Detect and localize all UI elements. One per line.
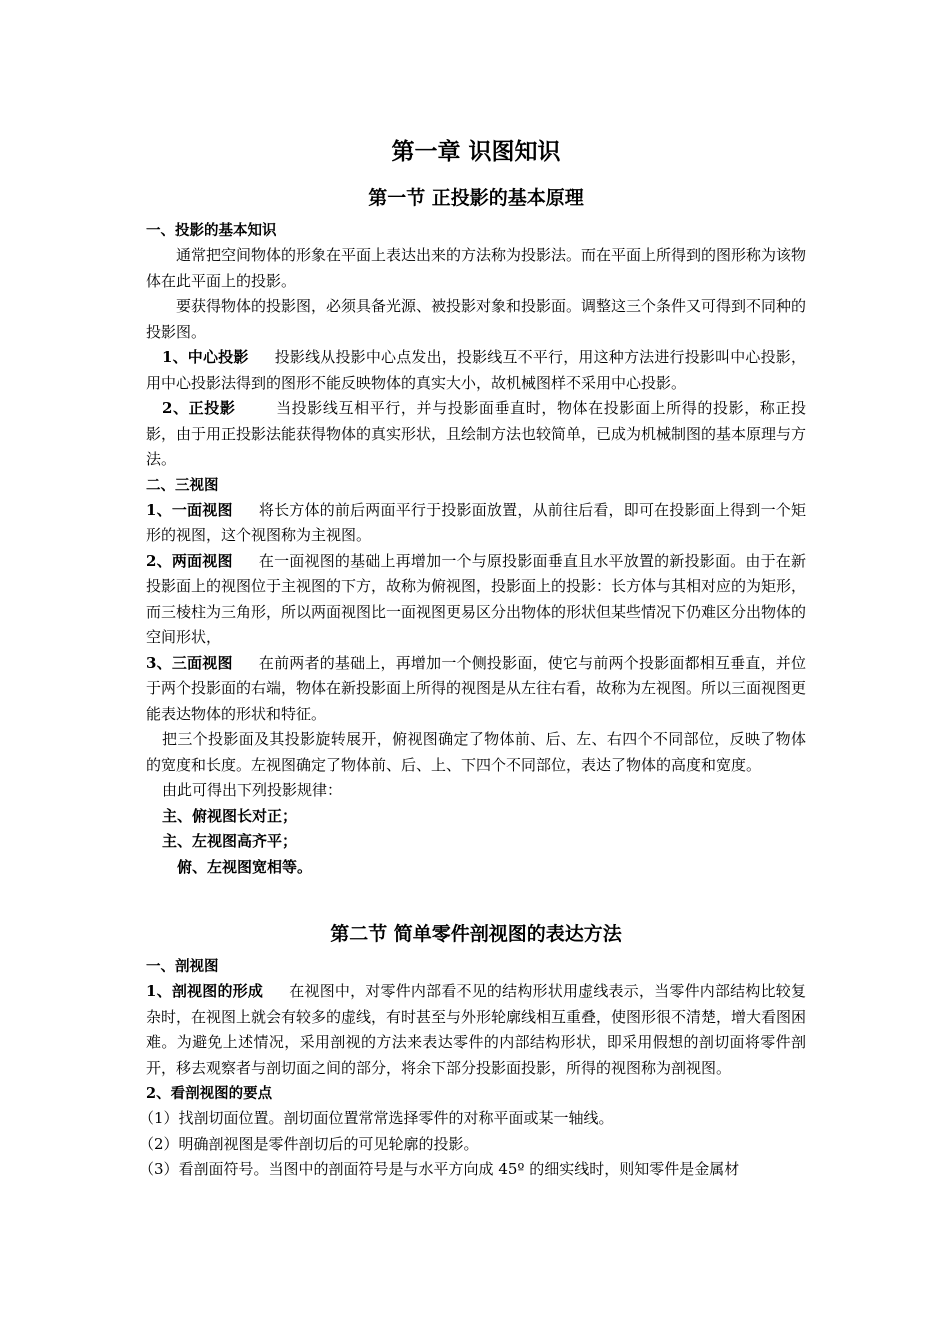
list-item: （1）找剖切面位置。剖切面位置常常选择零件的对称平面或某一轴线。 [139, 1109, 614, 1127]
projection-rule: 主、俯视图长对正； [162, 806, 298, 825]
paragraph: 通常把空间物体的形象在平面上表达出来的方法称为投影法。而在平面上所得到的图形称为该物体在此平面上的投影。 [146, 246, 807, 290]
paragraph-three-views [146, 651, 806, 728]
term-text: 投影线从投影中心点发出，投影线互不平行，用这种方法进行投影叫中心投影，用中心投影法得到的图形不能反映物体的真实大小，故机械图样不采用中心投影。 [146, 348, 806, 392]
section-2-title: 第二节 简单零件剖视图的表达方法 [330, 923, 622, 945]
heading-three-views: 二、三视图 [146, 476, 219, 494]
chapter-title: 第一章 识图知识 [391, 138, 561, 165]
term-label: 1、一面视图 [146, 500, 233, 519]
paragraph-section-formation [146, 979, 806, 1081]
term-text: 在一面视图的基础上再增加一个与原投影面垂直且水平放置的新投影面。由于在新投影面上的视图位于主视图的下方，故称为俯视图，投影面上的投影：长方体与其相对应的为矩形，而三棱柱为三角形，所以两面视图比一面视图更易区分出物体的形状但某些情况下仍难区分出物体的空间形状， [146, 551, 807, 646]
heading-reading-points: 2、看剖视图的要点 [146, 1085, 273, 1102]
term-text: 在前两者的基础上，再增加一个侧投影面，使它与前两个投影面都相互垂直，并位于两个投影面的右端，物体在新投影面上所得的视图是从左往右看，故称为左视图。所以三面视图更能表达物体的形状和特征。 [146, 653, 807, 723]
projection-rule: 俯、左视图宽相等。 [177, 857, 313, 876]
term-text: 在视图中，对零件内部看不见的结构形状用虚线表示，当零件内部结构比较复杂时，在视图上就会有较多的虚线，有时甚至与外形轮廓线相互重叠，使图形很不清楚，增大看图困难。为避免上述情况，采用剖视的方法来表达零件的内部结构形状，即采用假想的剖切面将零件剖开，移去观察者与剖切面之间的部分，将余下部分投影面投影，所得的视图称为剖视图。 [146, 982, 807, 1077]
paragraph: 要获得物体的投影图，必须具备光源、被投影对象和投影面。调整这三个条件又可得到不同种的投影图。 [146, 297, 807, 341]
term-label: 3、三面视图 [146, 653, 233, 672]
list-item: （3）看剖面符号。当图中的剖面符号是与水平方向成 45º 的细实线时，则知零件是金属材 [139, 1160, 740, 1178]
term-text: 当投影线互相平行，并与投影面垂直时，物体在投影面上所得的投影，称正投影，由于用正投影法能获得物体的真实形状，且绘制方法也较简单，已成为机械制图的基本原理与方法。 [146, 399, 807, 468]
projection-rule: 主、左视图高齐平； [162, 832, 298, 850]
paragraph: 把三个投影面及其投影旋转展开，俯视图确定了物体前、后、左、右四个不同部位，反映了物体的宽度和长度。左视图确定了物体前、后、上、下四个不同部位，表达了物体的高度和宽度。 [146, 730, 806, 774]
heading-section-view: 一、剖视图 [146, 958, 219, 975]
document-body [139, 126, 807, 1183]
section-1-title: 第一节 正投影的基本原理 [368, 187, 584, 209]
term-label: 1、剖视图的形成 [146, 982, 264, 1000]
term-label: 1、中心投影 [162, 348, 249, 366]
term-label: 2、两面视图 [146, 551, 233, 570]
paragraph-central-projection [146, 345, 806, 396]
paragraph: 由此可得出下列投影规律： [162, 781, 343, 799]
heading-projection-basics: 一、投影的基本知识 [146, 222, 277, 239]
paragraph-orthographic-projection [146, 396, 806, 473]
paragraph-two-views [146, 549, 806, 651]
term-text: 将长方体的前后两面平行于投影面放置，从前往后看，即可在投影面上得到一个矩形的视图，这个视图称为主视图。 [146, 500, 806, 544]
list-item: （2）明确剖视图是零件剖切后的可见轮廓的投影。 [139, 1134, 479, 1153]
paragraph-one-view [146, 498, 806, 549]
term-label: 2、正投影 [162, 399, 236, 417]
